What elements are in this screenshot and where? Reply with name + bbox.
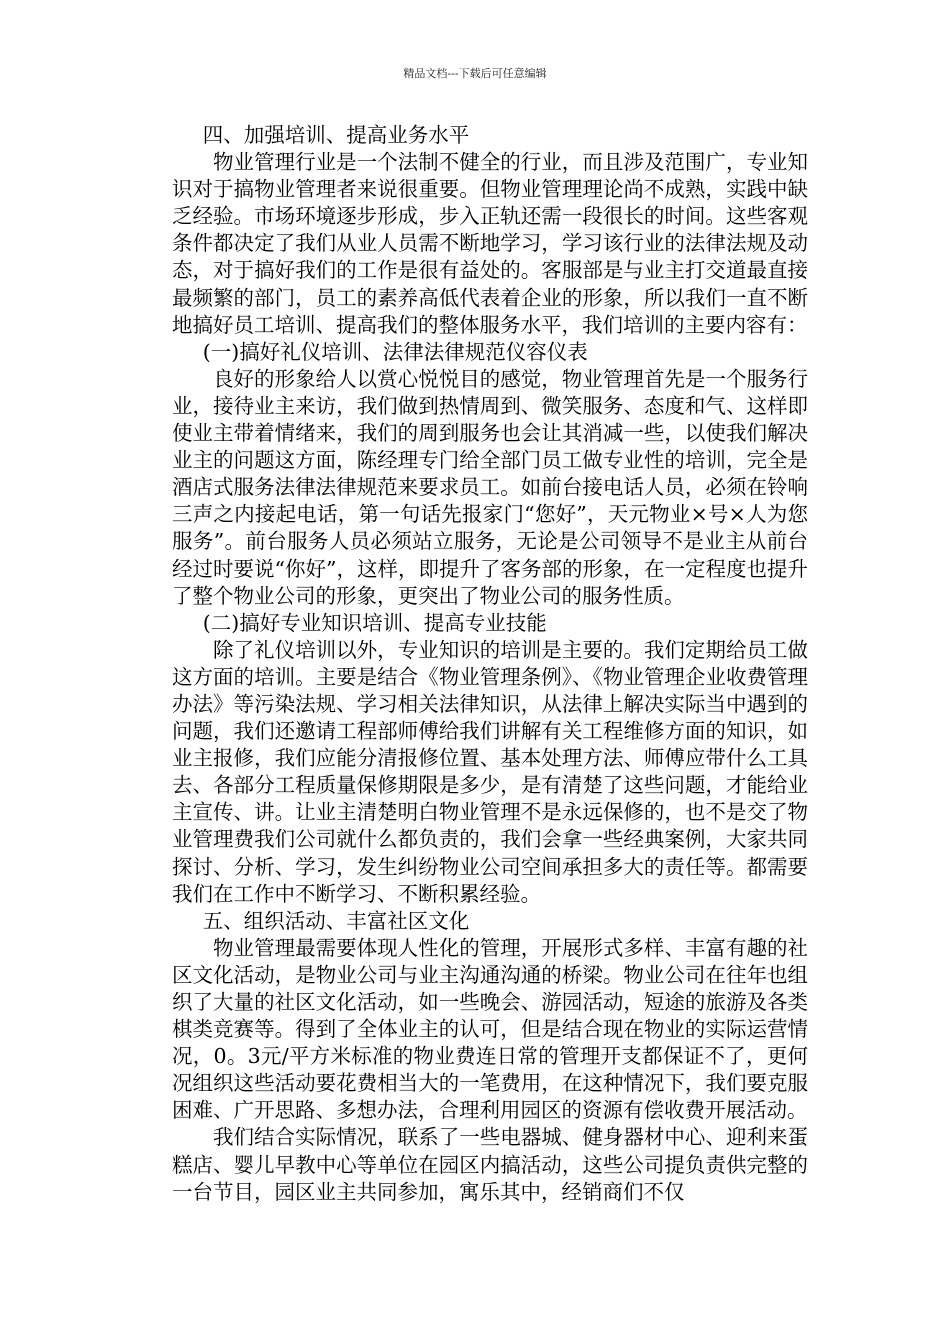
page-header: 精品文档---下载后可任意编辑 bbox=[403, 67, 547, 80]
paragraph-training-intro: 物业管理行业是一个法制不健全的行业，而且涉及范围广，专业知识对于搞物业管理者来说很重要。但物业管理理论尚不成熟，实践中缺乏经验。市场环境逐步形成，步入正轨还需一段很长的时间。这些客观条件都决定了我们从业人员需不断地学习，学习该行业的法律法规及动态，对于搞好我们的工作是很有益处的。客服部是与业主打交道最直接最频繁的部门，员工的素养高低代表着企业的形象，所以我们一直不断地搞好员工培训、提高我们的整体服务水平，我们培训的主要内容有： bbox=[172, 150, 808, 337]
subheading-professional-training: (二)搞好专业知识培训、提高专业技能 bbox=[202, 610, 547, 635]
subheading-etiquette-training: (一)搞好礼仪培训、法律法律规范仪容仪表 bbox=[202, 339, 588, 364]
section-heading-5: 五、组织活动、丰富社区文化 bbox=[202, 908, 470, 933]
section-heading-4: 四、加强培训、提高业务水平 bbox=[202, 123, 470, 147]
paragraph-community-culture: 物业管理最需要体现人性化的管理，开展形式多样、丰富有趣的社区文化活动，是物业公司与业主沟通沟通的桥梁。物业公司在往年也组织了大量的社区文化活动，如一些晚会、游园活动，短途的旅游及各类棋类竞赛等。得到了全体业主的认可，但是结合现在物业的实际运营情况，0。3元/平方米标准的物业费连日常的管理开支都保证不了，更何况组织这些活动要花费相当大的一笔费用，在这种情况下，我们要克服困难、广开思路、多想办法，合理利用园区的资源有偿收费开展活动。 bbox=[172, 935, 808, 1123]
paragraph-professional: 除了礼仪培训以外，专业知识的培训是主要的。我们定期给员工做这方面的培训。主要是结合《物业管理条例》、《物业管理企业收费管理办法》等污染法规、学习相关法律知识，从法律上解决实际当中遇到的问题，我们还邀请工程部师傅给我们讲解有关工程维修方面的知识，如业主报修，我们应能分清报修位置、基本处理方法、师傅应带什么工具去、各部分工程质量保修期限是多少，是有清楚了这些问题，才能给业主宣传、讲。让业主清楚明白物业管理不是永远保修的，也不是交了物业管理费我们公司就什么都负责的，我们会拿一些经典案例，大家共同探讨、分析、学习，发生纠纷物业公司空间承担多大的责任等。都需要我们在工作中不断学习、不断积累经验。 bbox=[172, 637, 808, 906]
paragraph-activities: 我们结合实际情况，联系了一些电器城、健身器材中心、迎利来蛋糕店、婴儿早教中心等单位在园区内搞活动，这些公司提负责供完整的一台节目，园区业主共同参加，寓乐其中，经销商们不仅 bbox=[172, 1125, 808, 1204]
document-body bbox=[172, 122, 808, 1206]
paragraph-etiquette: 良好的形象给人以赏心悦悦目的感觉，物业管理首先是一个服务行业，接待业主来访，我们做到热情周到、微笑服务、态度和气、这样即使业主带着情绪来，我们的周到服务也会让其消减一些，以使我们解决业主的问题这方面，陈经理专门给全部门员工做专业性的培训，完全是酒店式服务法律法律规范来要求员工。如前台接电话人员，必须在铃响三声之内接起电话，第一句话先报家门“您好”，天元物业×号×人为您服务”。前台服务人员必须站立服务，无论是公司领导不是业主从前台经过时要说“你好”，这样，即提升了客务部的形象，在一定程度也提升了整个物业公司的形象，更突出了物业公司的服务性质。 bbox=[172, 366, 808, 608]
